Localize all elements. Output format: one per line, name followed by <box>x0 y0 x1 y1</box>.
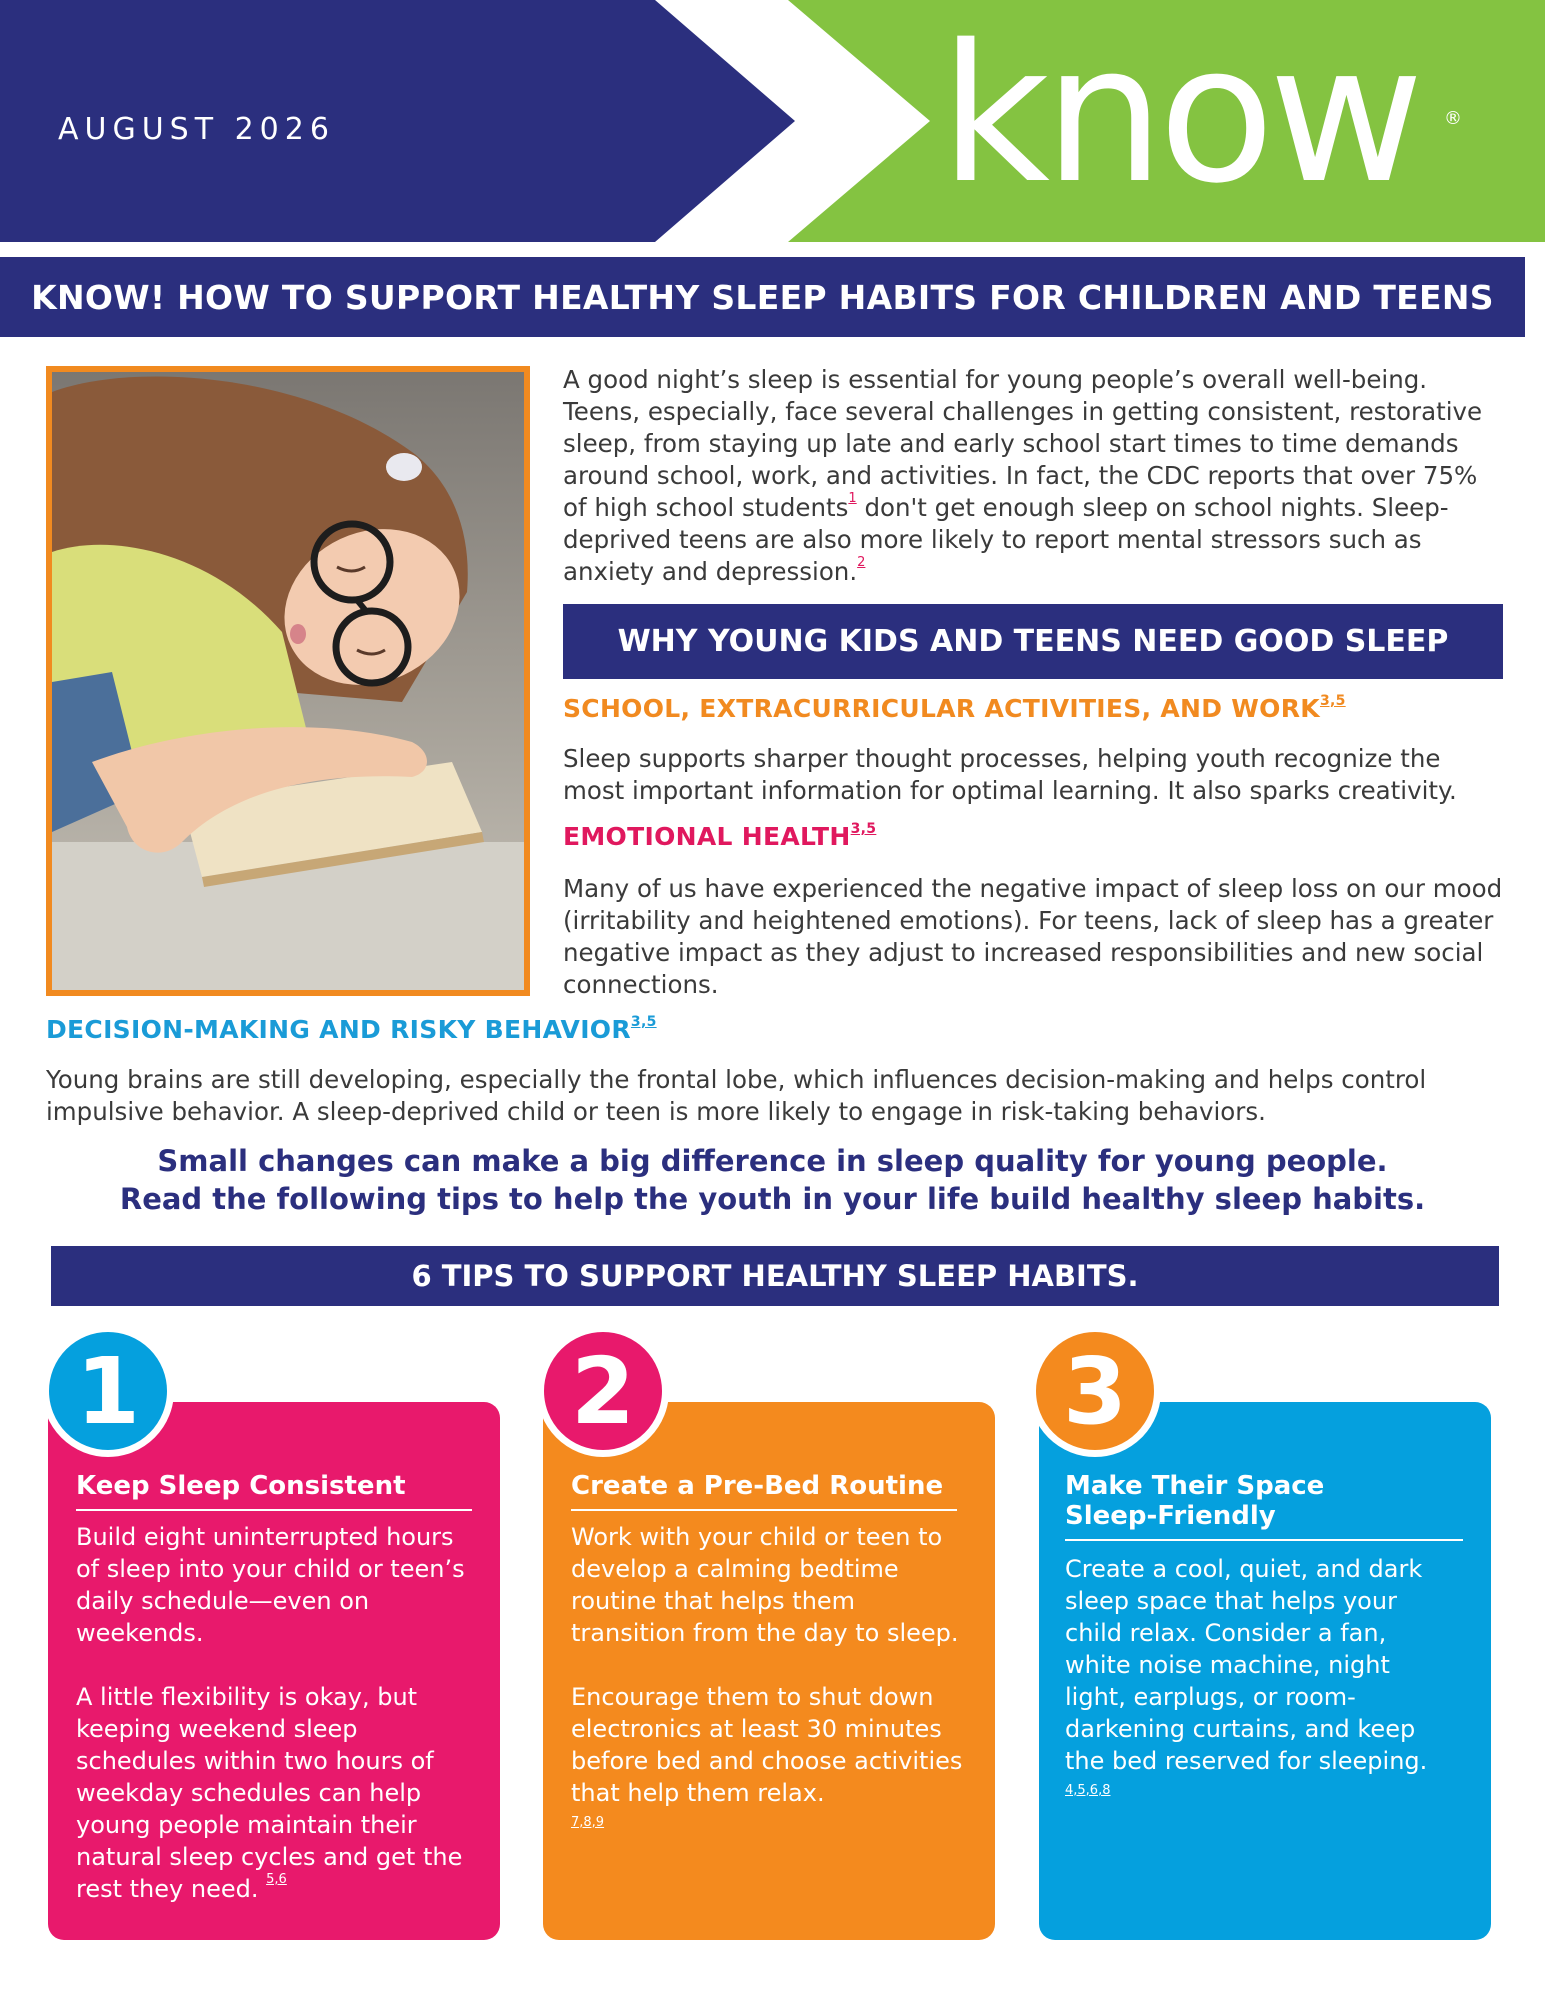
intro-text-1: A good night’s sleep is essential for young people’s overall well-being. Teens, especially, face several challenges in getting consistent, restorative sleep, from staying up late and early school start times to time demands around school, work, and activities. In fact, the CDC reports that over 75% of high school students <box>563 365 1483 522</box>
section-body-emotional: Many of us have experienced the negative impact of sleep loss on our mood (irritability and heightened emotions). For teens, lack of sleep has a greater negative impact as they adjust to increased responsibilities and new social connections. <box>563 874 1503 999</box>
tip-body <box>571 1521 967 1839</box>
tip-title <box>1065 1471 1463 1541</box>
tip-title-line: Sleep-Friendly <box>1065 1501 1276 1531</box>
issue-date: AUGUST 2026 <box>58 112 335 147</box>
know-logo: know <box>940 4 1419 225</box>
citation-link[interactable]: 3,5 <box>630 1014 657 1030</box>
citation-link[interactable]: 3,5 <box>850 821 877 837</box>
page-title: KNOW! HOW TO SUPPORT HEALTHY SLEEP HABITS FOR CHILDREN AND TEENS <box>0 257 1525 337</box>
tip-body <box>76 1521 472 1905</box>
tip-paragraph: Work with your child or teen to develop a calming bedtime routine that helps them transition from the day to sleep. <box>571 1523 959 1647</box>
callout-line-2: Read the following tips to help the youth in your life build healthy sleep habits. <box>119 1182 1426 1216</box>
citation-link[interactable]: 3,5 <box>1319 693 1346 709</box>
tips-section-title: 6 TIPS TO SUPPORT HEALTHY SLEEP HABITS. <box>51 1246 1499 1306</box>
callout-text <box>0 1142 1545 1218</box>
tip-title: Keep Sleep Consistent <box>76 1471 472 1511</box>
section-heading-decision <box>46 1015 657 1044</box>
heading-text: EMOTIONAL HEALTH <box>563 822 851 851</box>
section-heading-school <box>563 694 1346 723</box>
citation-link[interactable]: 4,5,6,8 <box>1065 1783 1111 1798</box>
why-section-title: WHY YOUNG KIDS AND TEENS NEED GOOD SLEEP <box>563 604 1503 679</box>
heading-text: SCHOOL, EXTRACURRICULAR ACTIVITIES, AND WORK <box>563 694 1320 723</box>
registered-mark: ® <box>1444 108 1462 129</box>
tip-number-badge: 1 <box>42 1325 174 1457</box>
citation-link[interactable]: 5,6 <box>266 1872 287 1887</box>
tip-title-line: Make Their Space <box>1065 1471 1325 1501</box>
tip-text: A little flexibility is okay, but keeping weekend sleep schedules within two hours of weekday schedules can help young people maintain their natural sleep cycles and get the rest they need. <box>76 1683 463 1903</box>
callout-line-1: Small changes can make a big difference in sleep quality for young people. <box>157 1144 1388 1178</box>
section-heading-emotional <box>563 822 876 851</box>
tip-paragraph: Create a cool, quiet, and dark sleep space that helps your child relax. Consider a fan, white noise machine, night light, earplugs, or room-darkening curtains, and keep the bed reserved for sleeping. <box>1065 1555 1428 1775</box>
tip-number-badge: 3 <box>1029 1325 1161 1457</box>
section-body-decision: Young brains are still developing, especially the frontal lobe, which influences decision-making and helps control impulsive behavior. A sleep-deprived child or teen is more likely to engage in risk-taking behaviors. <box>46 1065 1427 1126</box>
intro-text-2: don't get enough sleep on school nights. Sleep-deprived teens are also more likely to report mental stressors such as anxiety and depression. <box>563 493 1449 586</box>
tip-number-badge: 2 <box>537 1325 669 1457</box>
citation-link[interactable]: 2 <box>857 555 866 570</box>
tip-paragraph: Build eight uninterrupted hours of sleep into your child or teen’s daily schedule—even on weekends. <box>76 1523 465 1647</box>
tip-title: Create a Pre-Bed Routine <box>571 1471 957 1511</box>
tip-paragraph <box>76 1681 472 1905</box>
sleeping-girl-photo <box>46 366 530 996</box>
tip-paragraph: Encourage them to shut down electronics at least 30 minutes before bed and choose activities that help them relax. <box>571 1683 963 1807</box>
intro-paragraph <box>563 364 1503 588</box>
citation-link[interactable]: 7,8,9 <box>571 1815 605 1830</box>
heading-text: DECISION-MAKING AND RISKY BEHAVIOR <box>46 1015 631 1044</box>
tip-body <box>1065 1553 1457 1807</box>
citation-link[interactable]: 1 <box>848 491 857 506</box>
section-body-school: Sleep supports sharper thought processes, helping youth recognize the most important information for optimal learning. It also sparks creativity. <box>563 744 1457 805</box>
